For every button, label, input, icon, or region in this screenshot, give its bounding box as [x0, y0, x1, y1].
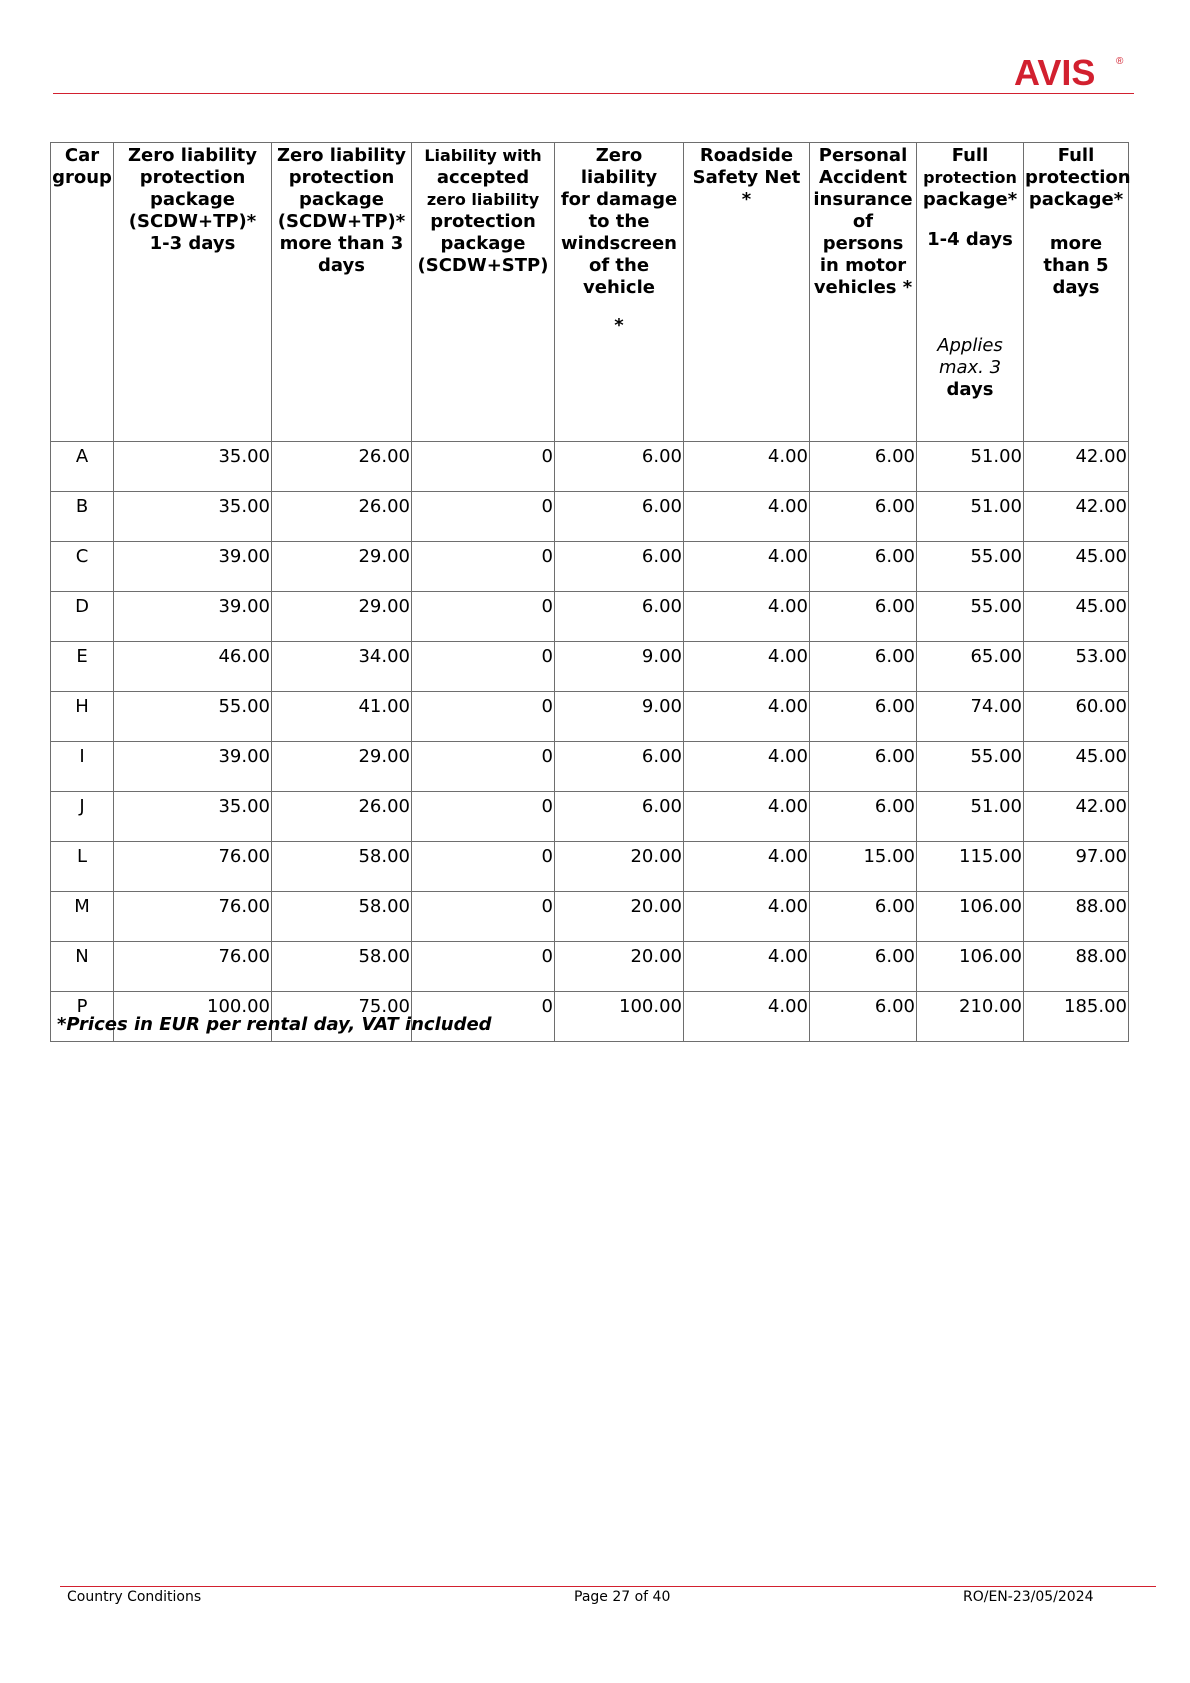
price-cell: 65.00 [917, 642, 1024, 692]
price-cell: 45.00 [1024, 742, 1129, 792]
table-row [51, 642, 1129, 692]
price-cell: 42.00 [1024, 442, 1129, 492]
car-group-cell: B [51, 492, 114, 542]
price-cell: 42.00 [1024, 792, 1129, 842]
price-cell: 6.00 [810, 492, 917, 542]
price-cell: 76.00 [114, 942, 272, 992]
car-group-cell: P [51, 992, 114, 1042]
price-cell: 0 [412, 992, 555, 1042]
price-cell: 4.00 [684, 842, 810, 892]
avis-logo-mark: ® [1116, 56, 1124, 67]
footer-document-code: RO/EN-23/05/2024 [963, 1589, 1094, 1605]
price-cell: 39.00 [114, 742, 272, 792]
car-group-cell: C [51, 542, 114, 592]
price-cell: 0 [412, 792, 555, 842]
price-cell: 15.00 [810, 842, 917, 892]
price-cell: 185.00 [1024, 992, 1129, 1042]
avis-logo-text: AVIS [1014, 52, 1096, 92]
car-group-cell: M [51, 892, 114, 942]
car-group-cell: E [51, 642, 114, 692]
price-cell: 6.00 [555, 542, 684, 592]
price-cell: 4.00 [684, 692, 810, 742]
price-cell: 29.00 [272, 542, 412, 592]
col-header-full-protection-more-than-5-days: Full protection package* more than 5 days [1024, 143, 1129, 442]
price-cell: 6.00 [810, 792, 917, 842]
price-cell: 35.00 [114, 492, 272, 542]
price-cell: 4.00 [684, 942, 810, 992]
price-cell: 88.00 [1024, 892, 1129, 942]
rates-table-body [51, 442, 1129, 1042]
price-cell: 6.00 [555, 492, 684, 542]
price-cell: 4.00 [684, 642, 810, 692]
col-header-personal-accident: Personal Accident insurance of persons in motor vehicles * [810, 143, 917, 442]
price-cell: 0 [412, 492, 555, 542]
price-cell: 45.00 [1024, 542, 1129, 592]
price-cell: 0 [412, 742, 555, 792]
price-cell: 55.00 [917, 542, 1024, 592]
table-row [51, 492, 1129, 542]
footer-rule [60, 1586, 1156, 1587]
price-cell: 26.00 [272, 792, 412, 842]
price-cell: 51.00 [917, 792, 1024, 842]
car-group-cell: H [51, 692, 114, 742]
table-row [51, 592, 1129, 642]
price-cell: 20.00 [555, 892, 684, 942]
header-row [51, 143, 1129, 442]
price-cell: 0 [412, 542, 555, 592]
price-cell: 6.00 [810, 542, 917, 592]
price-cell: 9.00 [555, 642, 684, 692]
footer-page-number: Page 27 of 40 [574, 1589, 671, 1605]
price-cell: 51.00 [917, 442, 1024, 492]
price-cell: 20.00 [555, 942, 684, 992]
price-cell: 46.00 [114, 642, 272, 692]
price-cell: 39.00 [114, 592, 272, 642]
price-cell: 75.00 [272, 992, 412, 1042]
col-header-zero-liability-1-3-days: Zero liability protection package (SCDW+TP)* 1-3 days [114, 143, 272, 442]
table-row [51, 692, 1129, 742]
price-cell: 58.00 [272, 942, 412, 992]
price-cell: 6.00 [810, 442, 917, 492]
table-row [51, 742, 1129, 792]
price-cell: 0 [412, 942, 555, 992]
price-cell: 106.00 [917, 942, 1024, 992]
price-cell: 76.00 [114, 892, 272, 942]
price-cell: 6.00 [810, 642, 917, 692]
price-cell: 97.00 [1024, 842, 1129, 892]
price-cell: 4.00 [684, 792, 810, 842]
price-cell: 0 [412, 592, 555, 642]
car-group-cell: I [51, 742, 114, 792]
price-cell: 0 [412, 692, 555, 742]
price-cell: 35.00 [114, 442, 272, 492]
price-cell: 76.00 [114, 842, 272, 892]
table-row [51, 842, 1129, 892]
price-cell: 55.00 [917, 742, 1024, 792]
price-cell: 55.00 [917, 592, 1024, 642]
price-cell: 51.00 [917, 492, 1024, 542]
price-cell: 9.00 [555, 692, 684, 742]
price-cell: 0 [412, 642, 555, 692]
price-cell: 6.00 [555, 442, 684, 492]
price-cell: 4.00 [684, 442, 810, 492]
table-row [51, 942, 1129, 992]
price-cell: 6.00 [810, 592, 917, 642]
col-header-car-group: Car group [51, 143, 114, 442]
price-cell: 4.00 [684, 542, 810, 592]
price-cell: 0 [412, 892, 555, 942]
col-header-roadside-safety-net: Roadside Safety Net * [684, 143, 810, 442]
car-group-cell: D [51, 592, 114, 642]
price-cell: 100.00 [555, 992, 684, 1042]
price-cell: 6.00 [810, 892, 917, 942]
car-group-cell: L [51, 842, 114, 892]
price-cell: 20.00 [555, 842, 684, 892]
price-cell: 6.00 [555, 792, 684, 842]
col-header-zero-liability-more-than-3-days: Zero liability protection package (SCDW+TP)* more than 3 days [272, 143, 412, 442]
car-group-cell: N [51, 942, 114, 992]
price-cell: 88.00 [1024, 942, 1129, 992]
price-cell: 6.00 [810, 692, 917, 742]
footer-document-title: Country Conditions [67, 1589, 202, 1605]
col-header-full-protection-1-4-days: Full protection package* 1-4 days Applies max. 3 days [917, 143, 1024, 442]
table-row [51, 442, 1129, 492]
price-cell: 4.00 [684, 892, 810, 942]
car-group-cell: A [51, 442, 114, 492]
price-cell: 4.00 [684, 992, 810, 1042]
price-cell: 29.00 [272, 742, 412, 792]
price-cell: 106.00 [917, 892, 1024, 942]
price-cell: 35.00 [114, 792, 272, 842]
price-cell: 6.00 [555, 592, 684, 642]
col-header-liability-accepted: Liability with accepted zero liability protection package (SCDW+STP) [412, 143, 555, 442]
price-cell: 4.00 [684, 492, 810, 542]
price-cell: 58.00 [272, 842, 412, 892]
price-cell: 42.00 [1024, 492, 1129, 542]
price-cell: 74.00 [917, 692, 1024, 742]
price-cell: 39.00 [114, 542, 272, 592]
price-cell: 60.00 [1024, 692, 1129, 742]
price-cell: 55.00 [114, 692, 272, 742]
price-cell: 53.00 [1024, 642, 1129, 692]
price-cell: 26.00 [272, 442, 412, 492]
header-rule [53, 93, 1134, 94]
price-cell: 0 [412, 442, 555, 492]
price-cell: 34.00 [272, 642, 412, 692]
car-group-cell: J [51, 792, 114, 842]
price-cell: 4.00 [684, 592, 810, 642]
price-cell: 6.00 [810, 942, 917, 992]
price-cell: 210.00 [917, 992, 1024, 1042]
price-cell: 6.00 [810, 992, 917, 1042]
price-cell: 115.00 [917, 842, 1024, 892]
price-cell: 4.00 [684, 742, 810, 792]
avis-logo [1012, 52, 1132, 92]
price-cell: 29.00 [272, 592, 412, 642]
price-cell: 6.00 [555, 742, 684, 792]
price-cell: 6.00 [810, 742, 917, 792]
price-cell: 58.00 [272, 892, 412, 942]
price-cell: 100.00 [114, 992, 272, 1042]
price-cell: 41.00 [272, 692, 412, 742]
col-header-windscreen: Zero liability for damage to the windscreen of the vehicle * [555, 143, 684, 442]
price-cell: 26.00 [272, 492, 412, 542]
rates-table [50, 142, 1129, 1042]
price-cell: 45.00 [1024, 592, 1129, 642]
table-row [51, 542, 1129, 592]
price-cell: 0 [412, 842, 555, 892]
table-row [51, 792, 1129, 842]
table-row [51, 892, 1129, 942]
footnote: *Prices in EUR per rental day, VAT included [57, 1014, 492, 1035]
